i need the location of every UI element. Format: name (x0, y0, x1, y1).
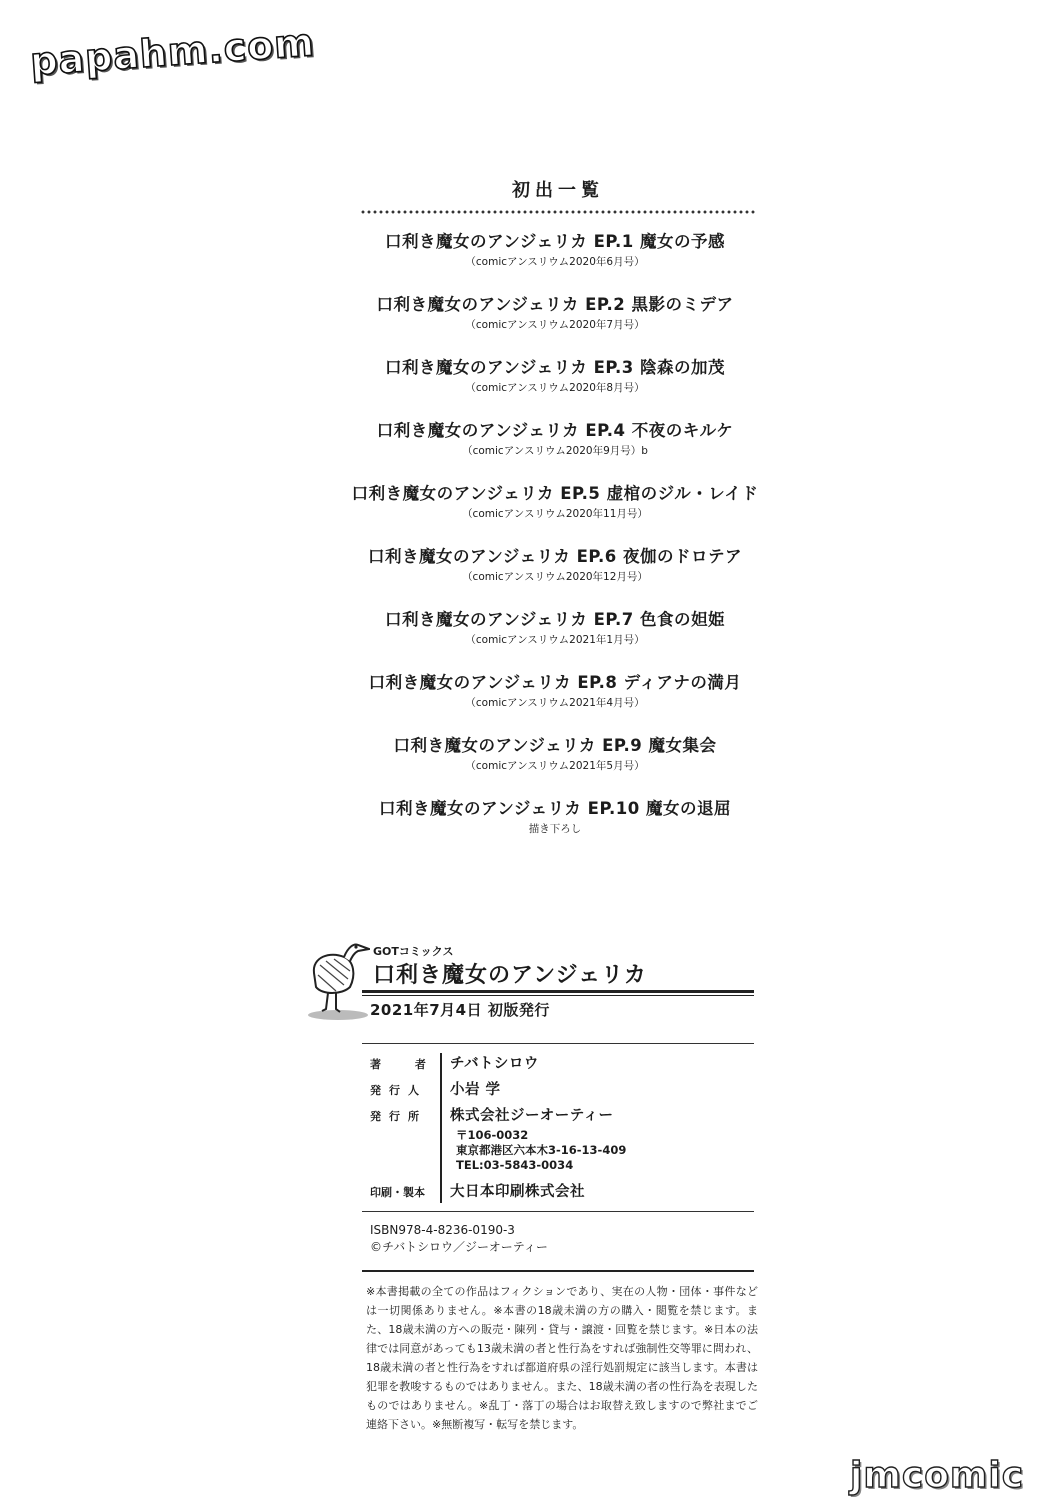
colophon-row-publisher (370, 1104, 614, 1125)
toc-entry (340, 293, 770, 356)
legal-notice: ※本書掲載の全ての作品はフィクションであり、実在の人物・団体・事件などは一切関係ありません。※本書の18歳未満の方の購入・閲覧を禁じます。また、18歳未満の方への販売・陳列・貸与・譲渡・回覧を禁じます。※日本の法律では同意があっても13歳未満の者と性行為をすれば強制性交等罪に問われ、18歳未満の者と性行為をすれば都道府県の淫行処罰規定に該当します。本書は犯罪を教唆するものではありません。また、18歳未満の者の性行為を表現したものではありません。※乱丁・落丁の場合はお取替え致しますので弊社までご連絡下さい。※無断複写・転写を禁じます。 (366, 1285, 758, 1431)
isbn-block (370, 1222, 548, 1256)
entry-title: 口利き魔女のアンジェリカ EP.10 魔女の退屈 (379, 799, 731, 818)
printer-value: 大日本印刷株式会社 (450, 1184, 585, 1200)
entry-title: 口利き魔女のアンジェリカ EP.9 魔女集会 (393, 736, 717, 755)
bird-logo-icon (300, 935, 370, 1025)
entry-title: 口利き魔女のアンジェリカ EP.1 魔女の予感 (384, 232, 725, 251)
colophon-row-author (370, 1052, 539, 1073)
entry-source: （comicアンスリウム2020年12月号） (462, 571, 648, 583)
isbn-rule (362, 1211, 754, 1212)
toc-title: 初出一覧 (512, 180, 604, 201)
toc-entry (340, 608, 770, 671)
series-label: GOTコミックス (373, 945, 454, 958)
toc-entry (340, 734, 770, 797)
entry-source: （comicアンスリウム2020年9月号）b (462, 445, 648, 457)
address: 東京都港区六本木3-16-13-409 (456, 1143, 627, 1157)
entry-title: 口利き魔女のアンジェリカ EP.7 色食の妲姫 (384, 610, 725, 629)
toc-list (340, 230, 770, 860)
toc-entry (340, 230, 770, 293)
entry-title: 口利き魔女のアンジェリカ EP.5 虚棺のジル・レイド (351, 484, 759, 503)
author-label: 著 者 (370, 1058, 441, 1071)
entry-title: 口利き魔女のアンジェリカ EP.6 夜伽のドロテア (367, 547, 742, 566)
telephone: TEL:03-5843-0034 (456, 1158, 574, 1172)
watermark-top: papahm.com (28, 20, 317, 84)
entry-source: （comicアンスリウム2020年6月号） (465, 256, 645, 268)
copyright: ©チバトシロウ／ジーオーティー (370, 1240, 548, 1254)
entry-title: 口利き魔女のアンジェリカ EP.3 陰森の加茂 (384, 358, 725, 377)
dotted-divider (360, 210, 755, 214)
entry-source: （comicアンスリウム2021年5月号） (465, 760, 645, 772)
notice-rule (362, 1270, 754, 1272)
entry-source: （comicアンスリウム2020年7月号） (465, 319, 645, 331)
toc-entry (340, 356, 770, 419)
entry-title: 口利き魔女のアンジェリカ EP.4 不夜のキルケ (376, 421, 734, 440)
entry-title: 口利き魔女のアンジェリカ EP.2 黒影のミデア (376, 295, 734, 314)
book-title: 口利き魔女のアンジェリカ (373, 963, 647, 988)
entry-source: （comicアンスリウム2021年1月号） (465, 634, 645, 646)
title-rule (362, 990, 754, 993)
toc-entry (340, 482, 770, 545)
entry-title: 口利き魔女のアンジェリカ EP.8 ディアナの満月 (368, 673, 742, 692)
toc-entry (340, 545, 770, 608)
colophon-rule (362, 1043, 754, 1044)
toc-entry (340, 419, 770, 482)
entry-source: （comicアンスリウム2020年8月号） (465, 382, 645, 394)
author-value: チバトシロウ (450, 1056, 539, 1072)
publisher-label: 発行所 (370, 1110, 427, 1123)
entry-source: （comicアンスリウム2021年4月号） (465, 697, 645, 709)
entry-source: （comicアンスリウム2020年11月号） (462, 508, 648, 520)
edition-date: 2021年7月4日 初版発行 (370, 1001, 550, 1019)
publisher-value: 株式会社ジーオーティー (450, 1108, 614, 1124)
postal-code: 〒106-0032 (456, 1128, 529, 1142)
toc-entry (340, 671, 770, 734)
printer-label: 印刷・製本 (370, 1186, 425, 1199)
toc-entry (340, 797, 770, 860)
colophon-row-printer (370, 1180, 585, 1201)
entry-source: 描き下ろし (528, 823, 582, 835)
publisher-person-label: 発行人 (370, 1084, 427, 1097)
publisher-person-value: 小岩 学 (450, 1082, 501, 1098)
isbn: ISBN978-4-8236-0190-3 (370, 1223, 515, 1237)
watermark-bottom: jmcomic (850, 1455, 1025, 1496)
colophon-row-publisher-person (370, 1078, 501, 1099)
title-rule-thin (362, 995, 754, 996)
